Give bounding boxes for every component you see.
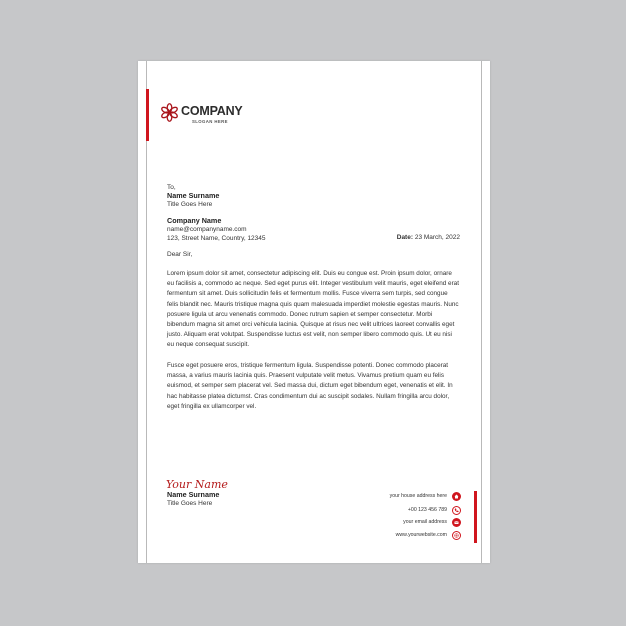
sender-company: Company Name xyxy=(167,216,222,225)
signature-name: Name Surname xyxy=(167,490,220,499)
contact-website: www.yourwebsite.com xyxy=(395,532,447,538)
top-accent-bar xyxy=(146,89,149,141)
body-paragraph-2: Fusce eget posuere eros, tristique fermentum ligula. Suspendisse potenti. Donec commodo placerat massa, a varius mauris lacinia quis. Praesent vulputate velit metus. Vivamus pretium quam eu felis euismod, et semper sem placerat vel. Sed massa dui, dictum eget bibendum eget, venenatis et elit. In hac habitasse platea dictumst. Cras condimentum dui ac suscipit sodales. Nullam fringilla arcu dolor, eget fringilla ex ullamcorper vel. xyxy=(167,362,453,410)
recipient-name: Name Surname xyxy=(167,191,220,200)
globe-icon xyxy=(452,531,461,540)
company-name-logo: COMPANY xyxy=(181,104,243,118)
bottom-accent-bar xyxy=(474,491,477,543)
contact-email: your email address xyxy=(403,519,447,525)
letter-date xyxy=(397,234,460,241)
right-border-line xyxy=(481,61,482,563)
sender-address: 123, Street Name, Country, 12345 xyxy=(167,235,266,242)
phone-icon xyxy=(452,506,461,515)
body-paragraph-1: Lorem ipsum dolor sit amet, consectetur adipiscing elit. Duis eu congue est. Proin ipsum dolor, ornare eu facilisis a, commodo ac neque. Sed eget purus elit. Integer vestibulum velit mauris, eget eleifend erat fermentum sit amet. Duis sollicitudin felis et fermentum mollis. Fusce viverra sem turpis, sed congue felis blandit nec. Mauris tristique magna quis quam malesuada imperdiet molestie egestas mauris. Nunc posuere ligula ut arcu venenatis commodo. Donec rutrum sapien et semper consectetur. Morbi bibendum magna sit amet orci vehicula lacinia. Quisque at risus nec velit ultrices laoreet convallis eget justo. Aliquam erat volutpat. Suspendisse luctus est velit, non semper libero commodo quis. Ut eu nisi eu neque consequat suscipit. xyxy=(167,270,459,349)
home-icon xyxy=(452,492,461,501)
contact-address: your house address here xyxy=(389,493,447,499)
signature-title: Title Goes Here xyxy=(167,500,213,507)
date-value: 23 March, 2022 xyxy=(414,234,460,241)
date-label: Date: xyxy=(396,234,414,241)
contact-phone: +00 123 456 789 xyxy=(407,507,447,513)
to-label: To, xyxy=(167,184,176,191)
sender-email: name@companyname.com xyxy=(167,226,247,233)
letterhead-page xyxy=(138,61,490,563)
flower-logo-icon xyxy=(160,103,179,122)
company-slogan: SLOGAN HERE xyxy=(192,119,228,124)
email-icon xyxy=(452,518,461,527)
company-logo xyxy=(160,99,260,129)
greeting: Dear Sir, xyxy=(167,251,193,258)
signature-script: Your Name xyxy=(166,478,228,491)
recipient-title: Title Goes Here xyxy=(167,201,213,208)
